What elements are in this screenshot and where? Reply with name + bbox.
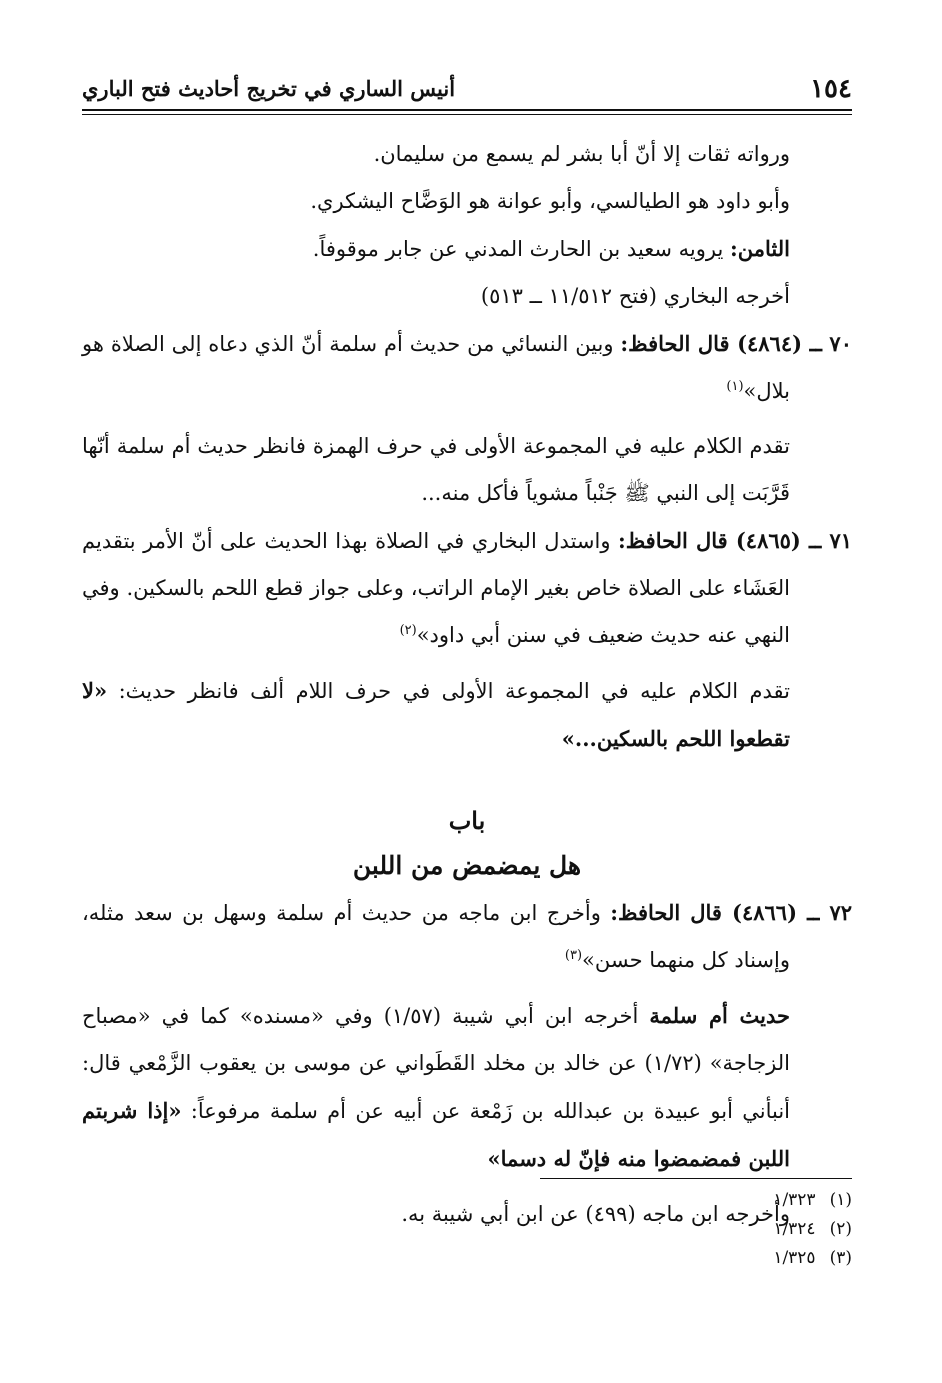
footnote-ref: (١) bbox=[726, 379, 744, 394]
bold-lead: حديث أم سلمة bbox=[649, 1003, 790, 1028]
entry-text: وبين النسائي من حديث أم سلمة أنّ الذي دعاه إلى الصلاة هو بلال» bbox=[82, 332, 790, 403]
footnote-mark: (٣) bbox=[829, 1248, 852, 1268]
hadith-quote: «لا تقطعوا اللحم بالسكين...» bbox=[82, 678, 790, 751]
footnote bbox=[773, 1244, 852, 1273]
comment-text: أخرجه ابن أبي شيبة (١/٥٧) وفي «مسنده» كما في «مصباح الزجاجة» (١/٧٢) عن خالد بن مخلد القَطَواني عن موسى بن يعقوب الزَّمْعي قال: أنبأني أبو عبيدة بن عبدالله بن زَمْعة عن أبيه عن أم سلمة مرفوعاً: bbox=[82, 1004, 791, 1123]
entry-number: ٧٠ ــ (٤٨٦٤) قال الحافظ: bbox=[620, 331, 852, 356]
paragraph-text: يرويه سعيد بن الحارث المدني عن جابر موقوفاً. bbox=[312, 237, 731, 261]
entry-70 bbox=[82, 320, 852, 415]
page-number: ١٥٤ bbox=[810, 74, 852, 104]
paragraph bbox=[82, 225, 852, 273]
entry-71 bbox=[82, 517, 852, 659]
entry-number: ٧١ ــ (٤٨٦٥) قال الحافظ: bbox=[617, 528, 852, 553]
chapter-title: هل يمضمض من اللبن bbox=[352, 851, 582, 880]
paragraph: ورواته ثقات إلا أنّ أبا بشر لم يسمع من سليمان. bbox=[373, 142, 790, 166]
footnote bbox=[773, 1186, 852, 1215]
footnote-mark: (١) bbox=[829, 1190, 852, 1210]
entry-71-comment bbox=[82, 667, 852, 763]
page bbox=[82, 66, 852, 1356]
chapter-bab: باب bbox=[448, 806, 486, 835]
running-title: أنيس الساري في تخريج أحاديث فتح الباري bbox=[82, 76, 456, 101]
footnote-rule bbox=[540, 1178, 852, 1179]
page-header bbox=[82, 66, 852, 106]
header-rule-thin bbox=[82, 114, 852, 115]
entry-text: واستدل البخاري في الصلاة بهذا الحديث على أنّ الأمر بتقديم العَشَاء على الصلاة خاص بغير الإمام الراتب، وعلى جواز قطع اللحم بالسكين. وفي النهي عنه حديث ضعيف في سنن أبي داود» bbox=[82, 529, 790, 647]
footnote-ref-text: ١/٣٢٣ bbox=[773, 1190, 816, 1210]
entry-text: وأخرج ابن ماجه من حديث أم سلمة وسهل بن سعد مثله، وإسناد كل منهما حسن» bbox=[82, 901, 790, 972]
entry-72-comment bbox=[82, 992, 852, 1183]
entry-number: ٧٢ ــ (٤٨٦٦) قال الحافظ: bbox=[610, 900, 852, 925]
hadith-quote: «إذا شربتم اللبن فمضمضوا منه فإنّ له دسما» bbox=[82, 1098, 790, 1171]
page-body bbox=[82, 131, 852, 1238]
paragraph: وأخرجه ابن ماجه (٤٩٩) عن ابن أبي شيبة به. bbox=[401, 1202, 790, 1226]
bold-lead: الثامن: bbox=[730, 236, 790, 261]
comment-text: تقدم الكلام عليه في المجموعة الأولى في حرف اللام ألف فانظر حديث: bbox=[107, 679, 790, 703]
header-rule-thick bbox=[82, 109, 852, 111]
entry-72 bbox=[82, 889, 852, 984]
entry-70-comment: تقدم الكلام عليه في المجموعة الأولى في حرف الهمزة فانظر حديث أم سلمة أنّها قَرَّبَت إلى النبي ﷺ جَنْباً مشوياً فأكل منه... bbox=[82, 434, 790, 505]
footnote-ref-text: ١/٣٢٥ bbox=[773, 1248, 816, 1268]
footnote-ref-text: ١/٣٢٤ bbox=[773, 1219, 816, 1239]
chapter-heading bbox=[82, 799, 852, 889]
paragraph: أخرجه البخاري (فتح ١١/٥١٢ ــ ٥١٣) bbox=[480, 284, 790, 308]
footnote bbox=[773, 1215, 852, 1244]
footnote-mark: (٢) bbox=[829, 1219, 852, 1239]
footnote-ref: (٣) bbox=[564, 948, 583, 963]
paragraph: وأبو داود هو الطيالسي، وأبو عوانة هو الوَضَّاح اليشكري. bbox=[310, 189, 790, 213]
footnotes bbox=[773, 1186, 852, 1273]
footnote-ref: (٢) bbox=[399, 623, 417, 638]
